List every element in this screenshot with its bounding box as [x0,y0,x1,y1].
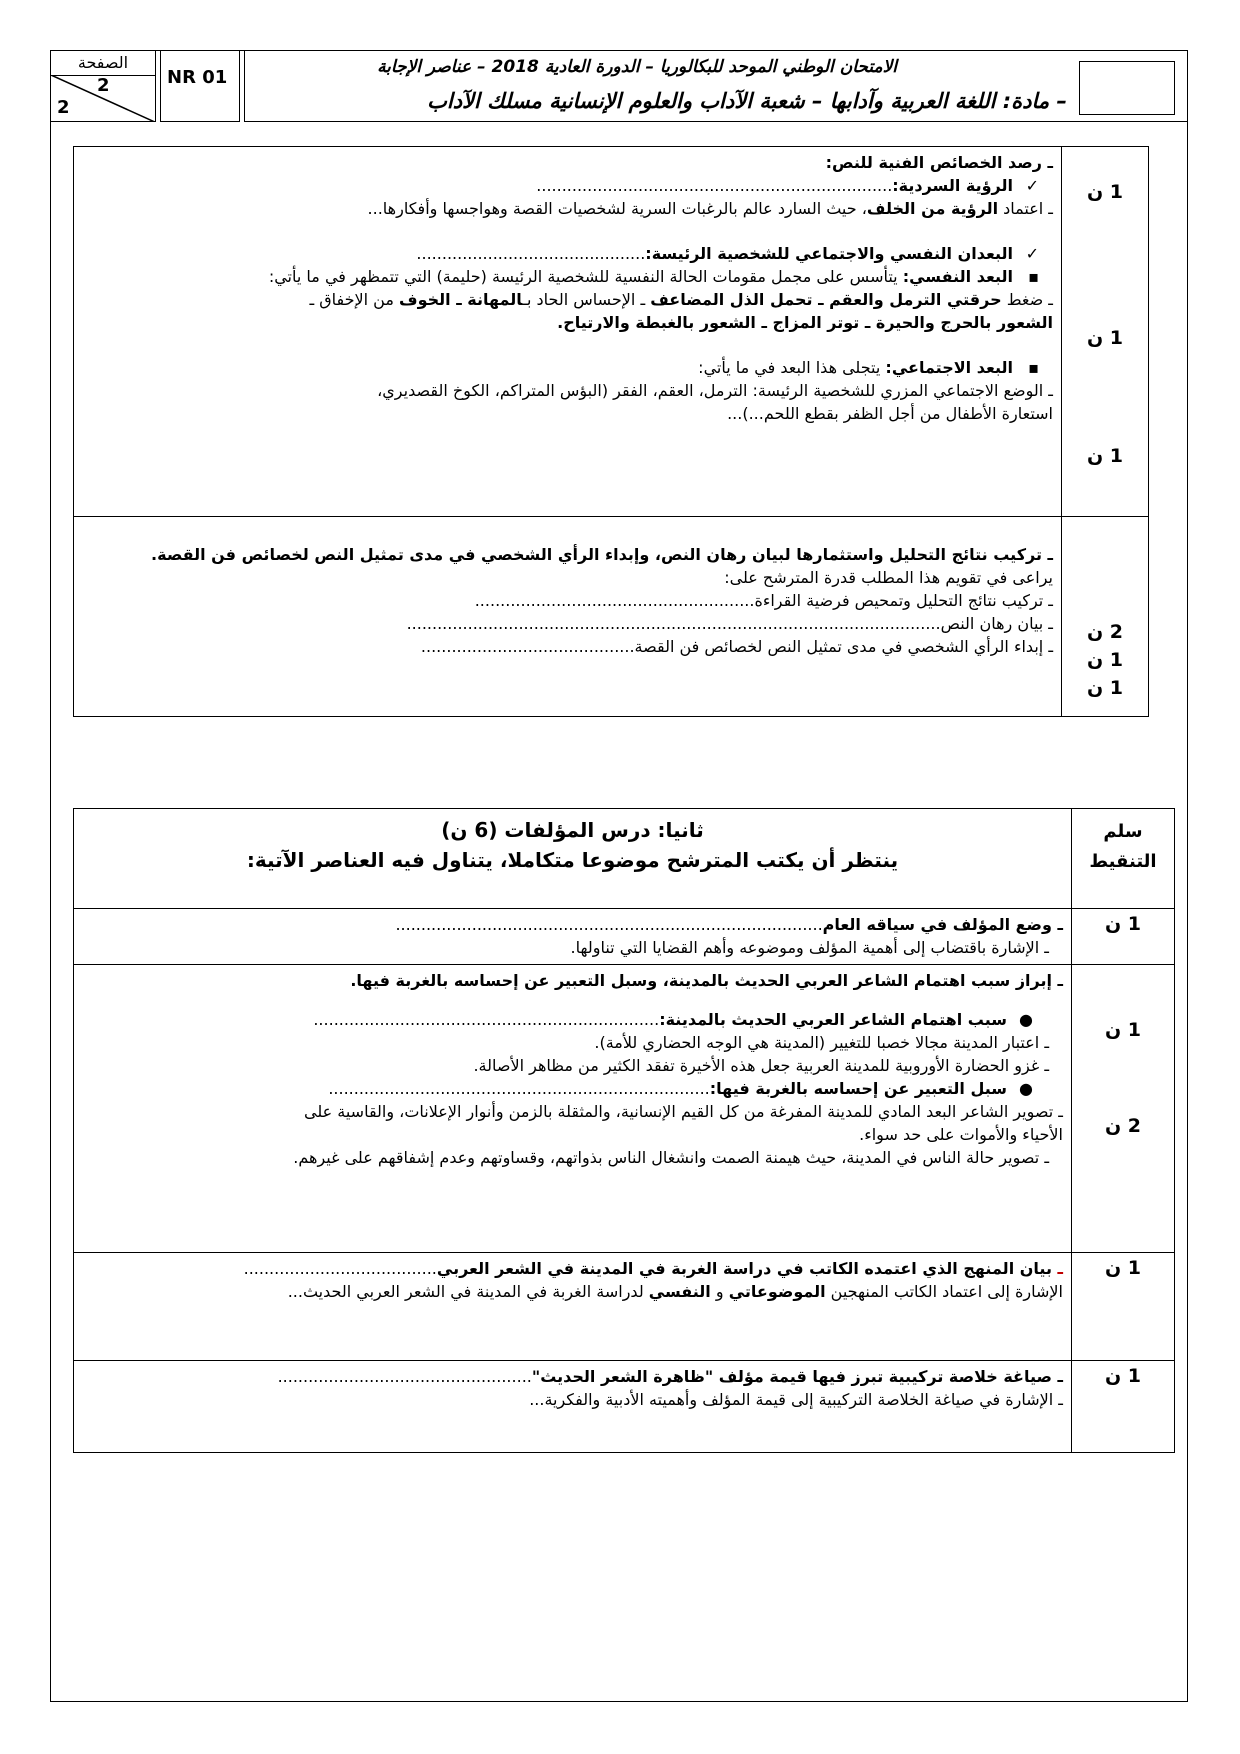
row1-cell [74,909,1072,965]
row2-sub1-dots: .................................................................... [313,1010,660,1029]
row2-score-a: 1 ن [1104,1019,1142,1041]
bullet-icon: ▪ [1028,267,1039,286]
row2-sub1-title: سبب اهتمام الشاعر العربي الحديث بالمدينة: [659,1010,1007,1029]
soc-line2: استعارة الأطفال من أجل الظفر بقطع اللحم...)... [727,404,1053,423]
row2-sub2-line1: ـ تصوير الشاعر البعد المادي للمدينة المفرغة من كل القيم الإنسانية، والمثقلة بالزمن وأنوار الإعلانات، والقاسية على [304,1102,1063,1121]
row2-cell [74,965,1072,1253]
page-total: 2 [57,97,70,118]
section2-subtitle: ينتظر أن يكتب المترشح موضوعا متكاملا، يتناول فيه العناصر الآتية: [246,848,899,872]
check-icon: ✓ [1025,176,1039,195]
row2-sub1-item: ـ غزو الحضارة الأوروبية للمدينة العربية جعل هذه الأخيرة تفقد الكثير من مظاهر الأصالة. [473,1056,1049,1075]
row3-text-e: لدراسة الغربة في المدينة في الشعر العربي الحديث... [287,1282,649,1301]
score-opinion: 1 ن [1086,677,1124,699]
row3-dots: ...................................... [243,1259,437,1278]
synthesis-item: ـ تركيب نتائج التحليل وتمحيص فرضية القراءة....................................................... [474,591,1053,610]
row3-score: 1 ن [1104,1257,1142,1279]
row4-text: ـ الإشارة في صياغة الخلاصة التركيبية إلى قيمة المؤلف وأهميته الأدبية والفكرية... [529,1390,1063,1409]
exam-title-box [244,50,1188,122]
psy-line1-b: حرقتي الترمل والعقم ـ تحمل الذل المضاعف [650,290,1002,309]
row3-cell [74,1253,1072,1361]
psy-line1-e: من الإخفاق ـ [309,290,399,309]
psy-title: البعد النفسي: [902,267,1013,286]
row2-sub2-line3: ـ تصوير حالة الناس في المدينة، حيث هيمنة الصمت وانشغال الناس بذواتهم، وقساوتهم وعدم إشفاقهم على غيرهم. [293,1148,1049,1167]
soc-intro: يتجلى هذا البعد في ما يأتي: [698,358,886,377]
section2-table [73,808,1175,1453]
page-label: الصفحة [77,53,129,72]
row4-dots: .................................................. [277,1367,532,1386]
row3-score-cell [1072,1253,1175,1361]
synthesis-heading: ـ تركيب نتائج التحليل واستثمارها لبيان رهان النص، وإبداء الرأي الشخصي في مدى تمثيل النص لخصائص فن القصة. [151,545,1053,564]
row1-text: ـ الإشارة باقتضاب إلى أهمية المؤلف وموضوعه وأهم القضايا التي تناولها. [570,938,1049,957]
row3-dash: ـ [1051,1259,1063,1278]
row4-cell [74,1361,1072,1453]
dims-dots: ............................................. [416,244,646,263]
row4-score: 1 ن [1104,1365,1142,1387]
row2-heading: ـ إبراز سبب اهتمام الشاعر العربي الحديث بالمدينة، وسبل التعبير عن إحساسه بالغربة فيها. [350,971,1063,990]
synthesis-item: ـ بيان رهان النص......................................................................................................... [406,614,1053,633]
exam-title-line2: – مادة: اللغة العربية وآدابها – شعبة الآداب والعلوم الإنسانية مسلك الآداب [427,89,1067,113]
psy-intro: يتأسس على مجمل مقومات الحالة النفسية للشخصية الرئيسة (حليمة) التي تتمظهر في ما يأتي: [268,267,903,286]
row2-score-cell [1072,965,1175,1253]
vision-title: الرؤية السردية: [892,176,1013,195]
row1-score-cell [1072,909,1175,965]
vision-text-bold: الرؤية من الخلف [866,199,999,218]
soc-title: البعد الاجتماعي: [885,358,1013,377]
row2-sub2-dots: ........................................................................... [328,1079,710,1098]
section2-header [74,809,1072,909]
score-cell-b [1062,517,1149,717]
scale-header: سلم التنقيط [1072,809,1175,909]
row1-heading: ـ وضع المؤلف في سياقه العام [822,915,1063,934]
psy-line1-c: ـ الإحساس الحاد بـ [522,290,651,309]
score-cell-a [1062,147,1149,517]
score-soc: 1 ن [1086,445,1124,467]
check-icon: ✓ [1025,244,1039,263]
psy-line2: الشعور بالحرج والحيرة ـ توتر المزاج ـ الشعور بالغبطة والارتياح. [557,313,1053,332]
score-stake: 1 ن [1086,649,1124,671]
row3-heading: بيان المنهج الذي اعتمده الكاتب في دراسة الغربة في المدينة في الشعر العربي [436,1259,1052,1278]
bullet-icon: ▪ [1028,358,1039,377]
exam-title-line1: الامتحان الوطني الموحد للبكالوريا – الدورة العادية 2018 – عناصر الإجابة [377,57,897,77]
row3-text-d: النفسي [648,1282,711,1301]
vision-dots: ...................................................................... [536,176,893,195]
row3-text-b: الموضوعاتي [728,1282,826,1301]
page-number: 2 [97,75,110,96]
row2-score-b: 2 ن [1104,1115,1142,1137]
page-number-box [50,50,156,122]
score-psy: 1 ن [1086,327,1124,349]
section1-table [73,146,1149,717]
vision-text: ، حيث السارد عالم بالرغبات السرية لشخصيات القصة وهواجسها وأفكارها... [367,199,867,218]
synthesis-cell [74,517,1062,717]
row1-dots: .................................................................................... [395,915,823,934]
dims-title: البعدان النفسي والاجتماعي للشخصية الرئيسة: [645,244,1013,263]
bullet-icon: ● [1019,1010,1033,1029]
row2-sub2-line2: الأحياء والأموات على حد سواء. [859,1125,1063,1144]
analysis-cell [74,147,1062,517]
blank-box [1079,61,1175,115]
row4-heading: ـ صياغة خلاصة تركيبية تبرز فيها قيمة مؤلف "ظاهرة الشعر الحديث" [531,1367,1063,1386]
psy-line1-d: المهانة ـ الخوف [398,290,523,309]
row1-score: 1 ن [1104,913,1142,935]
row2-sub2-title: سبل التعبير عن إحساسه بالغربة فيها: [709,1079,1007,1098]
row4-score-cell [1072,1361,1175,1453]
bullet-icon: ● [1019,1079,1033,1098]
score-vision: 1 ن [1086,181,1124,203]
synthesis-item: ـ إبداء الرأي الشخصي في مدى تمثيل النص لخصائص فن القصة.......................................... [420,637,1053,656]
exam-code: NR 01 [160,50,240,122]
row3-text-c: و [710,1282,729,1301]
section2-title: ثانيا: درس المؤلفات (6 ن) [441,818,704,842]
score-synthesis: 2 ن [1086,621,1124,643]
soc-line1: ـ الوضع الاجتماعي المزري للشخصية الرئيسة: الترمل، العقم، الفقر (البؤس المتراكم، الكوخ القصديري، [377,381,1053,400]
features-heading: ـ رصد الخصائص الفنية للنص: [825,153,1053,172]
row3-text-a: الإشارة إلى اعتماد الكاتب المنهجين [825,1282,1063,1301]
vision-text-prefix: ـ اعتماد [998,199,1053,218]
synthesis-intro: يراعى في تقويم هذا المطلب قدرة المترشح على: [724,568,1053,587]
row2-sub1-item: ـ اعتبار المدينة مجالا خصبا للتغيير (المدينة هي الوجه الحضاري للأمة). [594,1033,1049,1052]
psy-line1-a: ـ ضغط [1001,290,1053,309]
